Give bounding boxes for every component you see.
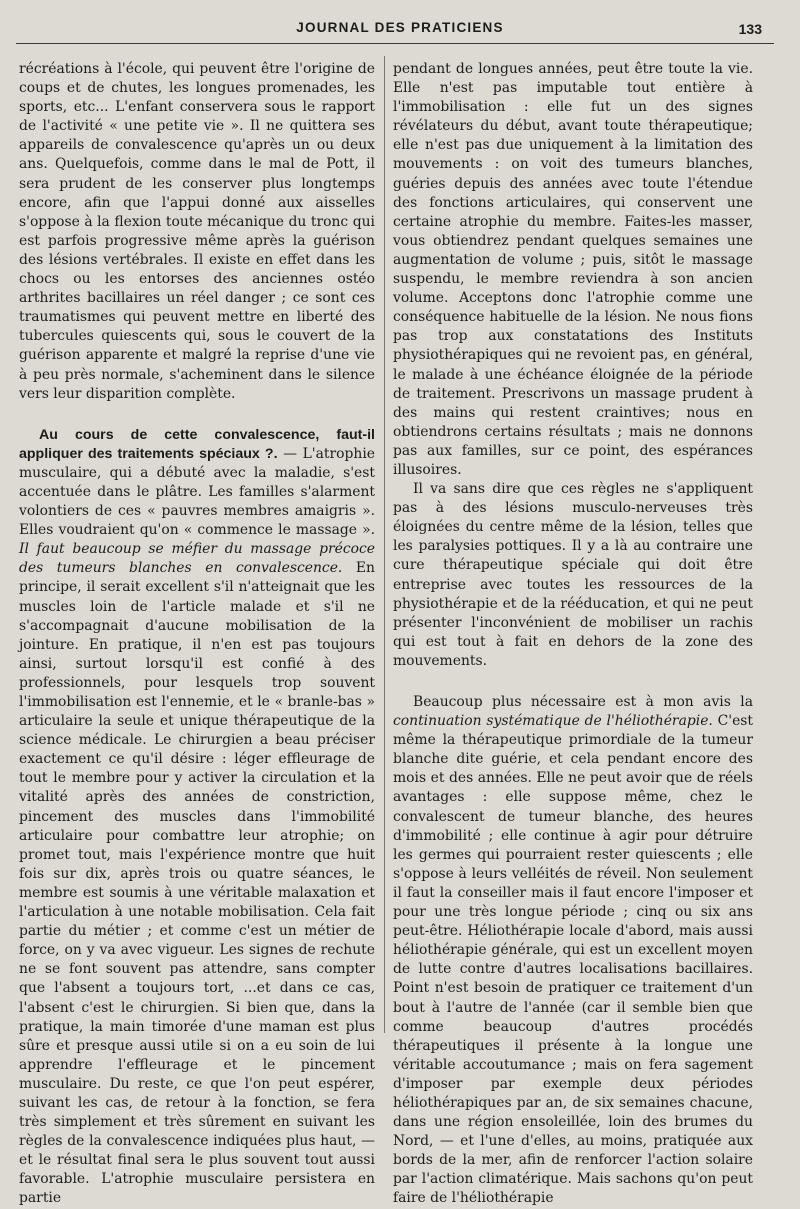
running-head: [0, 18, 800, 42]
right-paragraph-3: [393, 693, 753, 1209]
left-paragraph-2: [19, 426, 375, 1209]
header-rule: [16, 43, 774, 44]
left-column: [19, 60, 375, 1209]
right-paragraph-2: Il va sans dire que ces règles ne s'appliquent pas à des lésions musculo-nerveuses très éloignées du centre même de la lésion, telles que les paralysies pottiques. Il y a là au contraire une cure thérapeutique spéciale qui doit être entreprise avec toutes les ressources de la physiothérapie et de la rééducation, et qui ne peut présenter l'inconvénient de mobiliser un rachis qui est tout à fait en dehors de la zone des mouvements.: [393, 481, 753, 669]
right-paragraph-3-text-b: C'est même la thérapeutique primordiale de la tumeur blanche dite guérie, et cela pendant encore des mois et des années. Elle ne peut avoir que de réels avantages : elle suppose même, chez le convalescent de tumeur blanche, des heures d'immobilité ; elle continue à agir pour détruire les germes qui pourraient rester quiescents ; elle s'oppose à leurs velléités de réveil. Non seulement il faut la conseiller mais il faut encore l'imposer et pour une très longue période ; cinq ou six ans peut-être. Héliothérapie locale d'abord, mais aussi héliothérapie générale, qui est un excellent moyen de lutte contre d'autres localisations bacillaires. Point n'est besoin de pratiquer ce traitement d'un bout à l'autre de l'année (car il semble bien que comme beaucoup d'autres procédés thérapeutiques il présente à la longue une véritable accoutumance ; mais on fera sagement d'imposer par exemple deux périodes héliothérapiques par an, de six semaines chacune, dans une région ensoleillée, loin des brumes du Nord, — et l'une d'elles, au moins, pratiquée aux bords de la mer, afin de renforcer l'action solaire par l'action climatérique. Mais sachons qu'on peut faire de l'héliothérapie: [393, 713, 754, 1207]
right-column: [393, 60, 753, 1209]
right-paragraph-3-italic: continuation systématique de l'héliothérapie.: [393, 713, 713, 730]
left-paragraph-2-text-a: — L'atrophie musculaire, qui a débuté avec la maladie, s'est accentuée dans le plâtre. Les familles s'alarment volontiers de ces « pauvres membres amaigris ». Elles voudraient qu'on « commence le massage ».: [19, 445, 375, 539]
left-paragraph-2-text-b: En principe, il serait excellent s'il n'atteignait que les muscles loin de l'article malade et s'il ne s'accompagnait d'aucune mobilisation de la jointure. En pratique, il n'en est pas toujours ainsi, surtout lorsqu'il est confié à des professionnels, pour lesquels trop souvent l'immobilisation est l'ennemie, et le « branle-bas » articulaire la seule et unique thérapeutique de la science médicale. Le chirurgien a beau préciser exactement ce qu'il désire : léger effleurage de tout le membre pour y activer la circulation et la vitalité après des années de constriction, pincement des muscles dans l'immobilité articulaire pour combattre leur atrophie; on promet tout, mais l'expérience montre que huit fois sur dix, après trois ou quatre séances, le membre est soumis à une véritable malaxation et l'articulation à une notable mobilisation. Cela fait partie du métier ; et comme c'est un métier de force, on y va avec vigueur. Les signes de rechute ne se font souvent pas attendre, sans compter que l'absent a toujours tort, ...et dans ce cas, l'absent c'est le chirurgien. Si bien que, dans la pratique, la main timorée d'une maman est plus sûre et presque aussi utile si on a eu soin de lui apprendre l'effleurage et le pincement musculaire. Du reste, ce que l'on peut espérer, suivant les cas, de retour à la fonction, se fera très simplement et très sûrement en suivant les règles de la convalescence indiquées plus haut, — et le résultat final sera le plus souvent tout aussi favorable. L'atrophie musculaire persistera en partie: [19, 560, 375, 1207]
right-paragraph-1: pendant de longues années, peut être toute la vie. Elle n'est pas imputable tout entière à l'immobilisation : elle fut un des signes révélateurs du début, avant toute thérapeutique; elle n'est pas due uniquement à la limitation des mouvements : on voit des tumeurs blanches, guéries depuis des années avec toute l'étendue des fonctions articulaires, qui conservent une certaine atrophie du membre. Faites-les masser, vous obtiendrez pendant quelques semaines une augmentation de volume ; puis, sitôt le massage suspendu, le membre reviendra à son ancien volume. Acceptons donc l'atrophie comme une conséquence habituelle de la lésion. Ne nous fions pas trop aux constatations des Instituts physiothérapiques qui ne revoient pas, en général, le malade à une échéance éloignée de la période de traitement. Prescrivons un massage prudent à des mains qui restent craintives; nous en obtiendrons certains résultats ; mais ne donnons pas aux familles, sur ce point, des espérances illusoires.: [393, 61, 753, 478]
journal-title: JOURNAL DES PRATICIENS: [296, 20, 504, 35]
left-paragraph-2-italic: Il faut beaucoup se méfier du massage précoce des tumeurs blanches en convalescence.: [19, 541, 375, 577]
section-heading: Au cours de cette convalescence, faut-il appliquer des traitements spéciaux ?.: [19, 426, 375, 462]
left-paragraph-1: récréations à l'école, qui peuvent être l'origine de coups et de chutes, les longues promenades, les sports, etc... L'enfant conservera sous le rapport de l'activité « une petite vie ». Il ne quittera ses appareils de convalescence qu'après un ou deux ans. Quelquefois, comme dans le mal de Pott, il sera prudent de les conserver plus longtemps encore, afin que l'appui donné aux aisselles s'oppose à la flexion toute mécanique du tronc qui est parfois progressive même après la guérison des lésions vertébrales. Il existe en effet dans les chocs ou les entorses des anciennes ostéo arthrites bacillaires un réel danger ; ce sont ces traumatismes qui peuvent mettre en liberté des tubercules quiescents qui, sous le couvert de la guérison apparente et malgré la reprise d'une vie à peu près normale, s'acheminent dans le silence vers leur disparition complète.: [19, 61, 375, 402]
column-divider: [384, 56, 385, 1033]
right-paragraph-3-text-a: Beaucoup plus nécessaire est à mon avis la: [413, 694, 753, 710]
page-number: 133: [738, 21, 762, 37]
